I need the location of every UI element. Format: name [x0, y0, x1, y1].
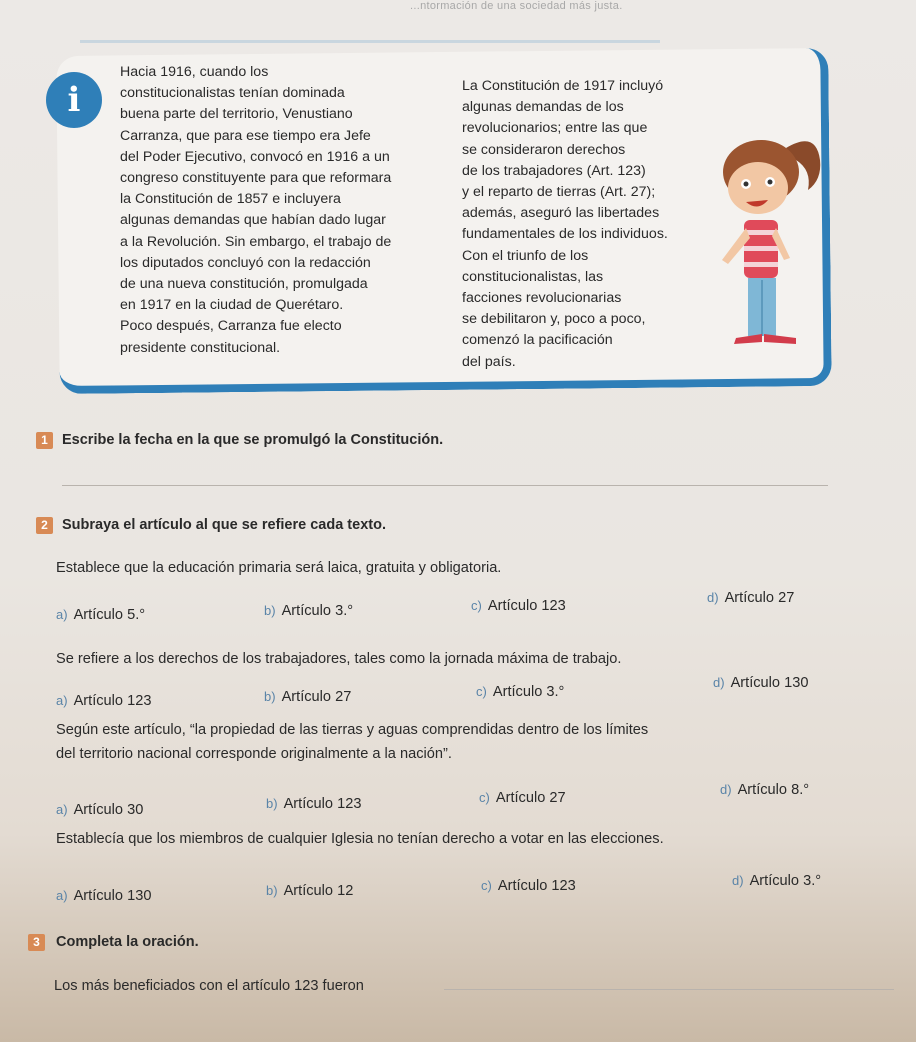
option-label: Artículo 12	[283, 883, 354, 899]
option-label: Artículo 123	[487, 598, 566, 614]
option-letter: b)	[266, 883, 278, 898]
running-header: ...ntormación de una sociedad más justa.	[410, 0, 623, 12]
q1-option-d[interactable]	[707, 590, 794, 606]
q1-option-c[interactable]	[471, 598, 566, 614]
option-letter: c)	[471, 598, 482, 613]
option-label: Artículo 123	[497, 878, 576, 894]
option-letter: d)	[732, 873, 744, 888]
option-label: Artículo 27	[495, 790, 566, 806]
option-letter: d)	[720, 782, 732, 797]
exercise-3-title: Completa la oración.	[56, 934, 199, 950]
option-letter: b)	[264, 689, 276, 704]
info-left-column: Hacia 1916, cuando los constitucionalistas tenían dominada buena parte del territorio, Venustiano Carranza, que para ese tiempo era Jefe del Poder Ejecutivo, convocó en 1916 a un congreso constituyente para que reformara la Constitución de 1857 e incluyera algunas demandas que habían dado lugar a la Revolución. Sin embargo, el trabajo de los diputados concluyó con la redacción de una nueva constitución, promulgada en 1917 en la ciudad de Querétaro. Poco después, Carranza fue electo presidente constitucional.	[120, 64, 392, 356]
option-letter: c)	[476, 684, 487, 699]
option-letter: a)	[56, 693, 68, 708]
q2-option-c[interactable]	[476, 684, 564, 700]
q3-option-b[interactable]	[266, 796, 361, 812]
option-label: Artículo 27	[724, 590, 795, 606]
option-label: Artículo 3.°	[281, 603, 354, 619]
exercise-2-title: Subraya el artículo al que se refiere cada texto.	[62, 517, 386, 533]
question-3-text-line1: Según este artículo, “la propiedad de las tierras y aguas comprendidas dentro de los límites	[56, 722, 649, 738]
question-3-text-line2: del territorio nacional corresponde originalmente a la nación”.	[56, 746, 452, 762]
option-letter: b)	[264, 603, 276, 618]
option-label: Artículo 27	[281, 689, 352, 705]
option-label: Artículo 3.°	[749, 873, 822, 889]
girl-shoes	[734, 334, 796, 344]
option-letter: d)	[713, 675, 725, 690]
option-label: Artículo 8.°	[737, 782, 810, 798]
exercise-3-answer-line[interactable]	[444, 989, 894, 990]
exercise-1-answer-line[interactable]	[62, 485, 828, 486]
q3-option-d[interactable]	[720, 782, 809, 798]
q1-option-a[interactable]	[56, 607, 145, 623]
girl-illustration	[716, 130, 826, 350]
info-icon: i	[46, 72, 102, 128]
top-divider	[80, 40, 660, 43]
q2-option-b[interactable]	[264, 689, 351, 705]
option-label: Artículo 5.°	[73, 607, 146, 623]
option-label: Artículo 30	[73, 802, 144, 818]
q2-option-d[interactable]	[713, 675, 808, 691]
exercise-1-title: Escribe la fecha en la que se promulgó la Constitución.	[62, 432, 444, 448]
option-letter: c)	[481, 878, 492, 893]
option-letter: b)	[266, 796, 278, 811]
exercise-1-badge: 1	[36, 432, 53, 449]
exercise-2-badge: 2	[36, 517, 53, 534]
option-letter: d)	[707, 590, 719, 605]
option-letter: a)	[56, 607, 68, 622]
option-letter: c)	[479, 790, 490, 805]
option-label: Artículo 130	[73, 888, 152, 904]
exercise-3-prompt: Los más beneficiados con el artículo 123 fueron	[54, 978, 364, 994]
option-label: Artículo 123	[73, 693, 152, 709]
q1-option-b[interactable]	[264, 603, 353, 619]
option-label: Artículo 123	[283, 796, 362, 812]
option-letter: a)	[56, 888, 68, 903]
option-letter: a)	[56, 802, 68, 817]
option-label: Artículo 3.°	[492, 684, 565, 700]
question-1-text: Establece que la educación primaria será laica, gratuita y obligatoria.	[56, 560, 502, 576]
q4-option-a[interactable]	[56, 888, 151, 904]
q4-option-d[interactable]	[732, 873, 821, 889]
q3-option-c[interactable]	[479, 790, 566, 806]
q4-option-c[interactable]	[481, 878, 576, 894]
info-right-column: La Constitución de 1917 incluyó algunas demandas de los revolucionarios; entre las que se consideraron derechos de los trabajadores (Art. 123) y el reparto de tierras (Art. 27); además, aseguró las libertades fundamentales de los individuos. Con el triunfo de los constitucionalistas, las facciones revolucionarias se debilitaron y, poco a poco, comenzó la pacificación del país.	[462, 78, 668, 370]
q3-option-a[interactable]	[56, 802, 143, 818]
question-4-text: Establecía que los miembros de cualquier Iglesia no tenían derecho a votar en las elecciones.	[56, 831, 664, 847]
q4-option-b[interactable]	[266, 883, 353, 899]
q2-option-a[interactable]	[56, 693, 151, 709]
exercise-3-badge: 3	[28, 934, 45, 951]
option-label: Artículo 130	[730, 675, 809, 691]
question-2-text: Se refiere a los derechos de los trabajadores, tales como la jornada máxima de trabajo.	[56, 651, 622, 667]
